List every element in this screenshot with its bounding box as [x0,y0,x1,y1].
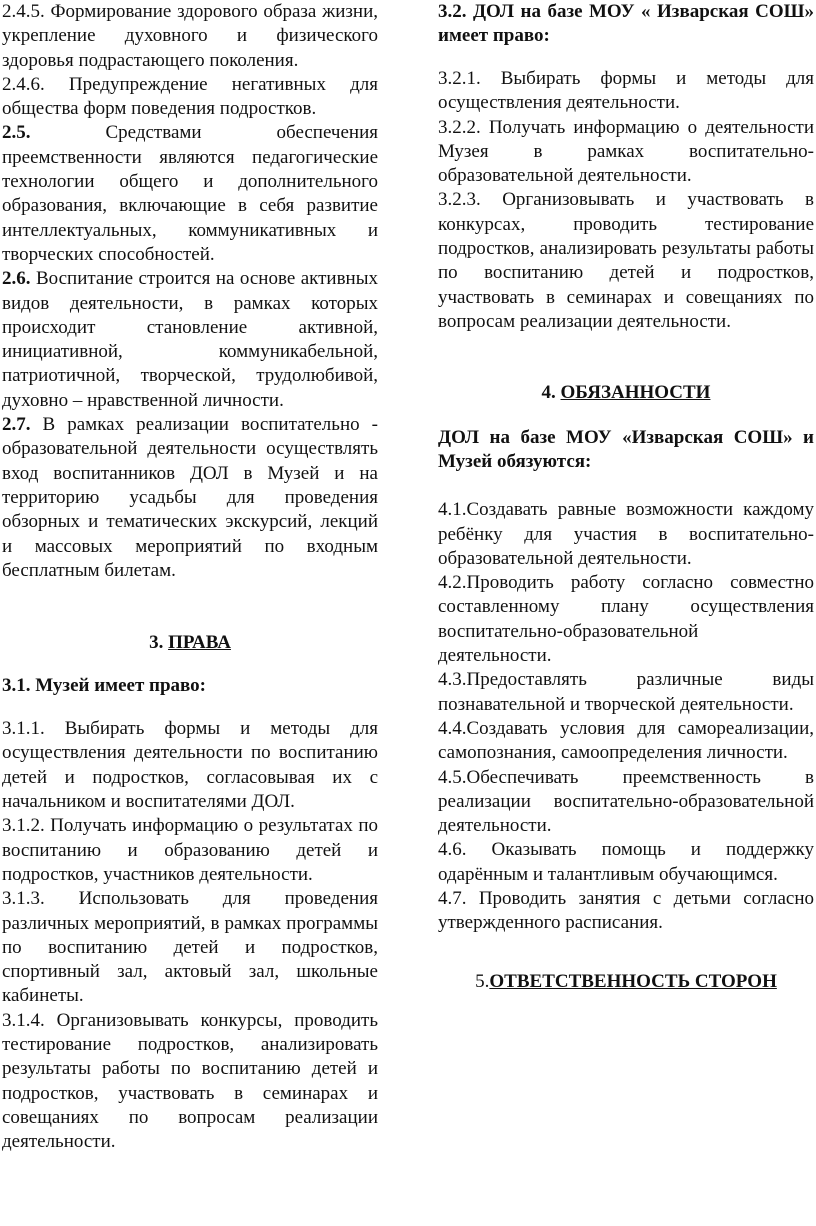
section-3-title: ПРАВА [168,632,231,654]
section-4-heading [438,381,814,405]
section-3-number: 3. [149,632,169,654]
paragraph-2-4-5: 2.4.5. Формирование здорового образа жизни, укрепление духовного и физического здоровья подрастающего поколения. [2,1,378,71]
paragraph-4-1: 4.1.Создавать равные возможности каждому ребёнку для участия в воспитательно-образовательной деятельности. [438,499,814,569]
paragraph-2-5-text: Средствами обеспечения преемственности являются педагогические технологии общего и дополнительного образования, включающие в себя развитие интеллектуальных, коммуникативных и творческих способностей. [2,122,378,265]
paragraph-3-1-1: 3.1.1. Выбирать формы и методы для осуществления деятельности по воспитанию детей и подростков, согласовывая их с начальником и воспитателями ДОЛ. [2,718,378,813]
section-4-title: ОБЯЗАННОСТИ [560,382,711,404]
section-4-intro: ДОЛ на базе МОУ «Изварская СОШ» и Музей обязуются: [438,427,814,473]
paragraph-2-6 [2,267,378,413]
paragraph-4-5: 4.5.Обеспечивать преемственность в реализации воспитательно-образовательной деятельности. [438,766,814,837]
paragraph-2-7-number: 2.7. [2,414,31,436]
paragraph-2-7 [2,413,378,583]
paragraph-2-5 [2,121,378,267]
paragraph-2-7-text: В рамках реализации воспитательно - образовательной деятельности осуществлять вход воспитанников ДОЛ в Музей и на территорию усадьбы для проведения обзорных и тематических экскурсий, лекций и массовых мероприятий по входным бесплатным билетам. [2,414,378,581]
paragraph-3-1-3: 3.1.3. Использовать для проведения различных мероприятий, в рамках программы по воспитанию детей и подростков, спортивный зал, актовый зал, школьные кабинеты. [2,888,378,1007]
paragraph-2-4-6: 2.4.6. Предупреждение негативных для общества форм поведения подростков. [2,73,378,120]
section-3-heading [2,631,378,655]
section-5-number: 5. [475,970,490,992]
paragraph-3-2-3: 3.2.3. Организовывать и участвовать в конкурсах, проводить тестирование подростков, анализировать результаты работы по воспитанию детей и подростков, участвовать в семинарах и совещаниях по вопросам реализации деятельности. [438,189,814,332]
paragraph-4-3: 4.3.Предоставлять различные виды познавательной и творческой деятельности. [438,669,814,715]
paragraph-2-6-text: Воспитание строится на основе активных видов деятельности, в рамках которых происходит становление активной, инициативной, коммуникабельной, патриотичной, творческой, трудолюбивой, духовно – нравственной личности. [2,268,378,411]
subsection-3-1-heading: 3.1. Музей имеет право: [2,675,207,697]
subsection-3-2-heading: 3.2. ДОЛ на базе МОУ « Изварская СОШ» имеет право: [438,1,814,46]
section-5-title: ОТВЕТСТВЕННОСТЬ СТОРОН [489,970,777,992]
right-column [438,0,814,1013]
paragraph-3-1-2: 3.1.2. Получать информацию о результатах по воспитанию и образованию детей и подростков, участников деятельности. [2,815,378,885]
paragraph-4-6: 4.6. Оказывать помощь и поддержку одарённым и талантливым обучающимся. [438,839,814,885]
left-column [2,0,378,1154]
paragraph-3-2-1: 3.2.1. Выбирать формы и методы для осуществления деятельности. [438,68,814,114]
paragraph-2-6-number: 2.6. [2,268,31,290]
paragraph-3-2-2: 3.2.2. Получать информацию о деятельности Музея в рамках воспитательно-образовательной деятельности. [438,116,814,187]
section-4-number: 4. [541,382,561,404]
paragraph-2-5-number: 2.5. [2,122,31,144]
paragraph-3-1-4: 3.1.4. Организовывать конкурсы, проводить тестирование подростков, анализировать результаты работы по воспитанию детей и подростков, участвовать в семинарах и совещаниях по вопросам реализации деятельности. [2,1009,378,1153]
paragraph-4-2: 4.2.Проводить работу согласно совместно составленному плану осуществления воспитательно-образовательной деятельности. [438,572,814,667]
section-5-heading [438,970,814,994]
paragraph-4-4: 4.4.Создавать условия для самореализации, самопознания, самоопределения личности. [438,717,814,764]
paragraph-4-7: 4.7. Проводить занятия с детьми согласно утвержденного расписания. [438,888,814,934]
